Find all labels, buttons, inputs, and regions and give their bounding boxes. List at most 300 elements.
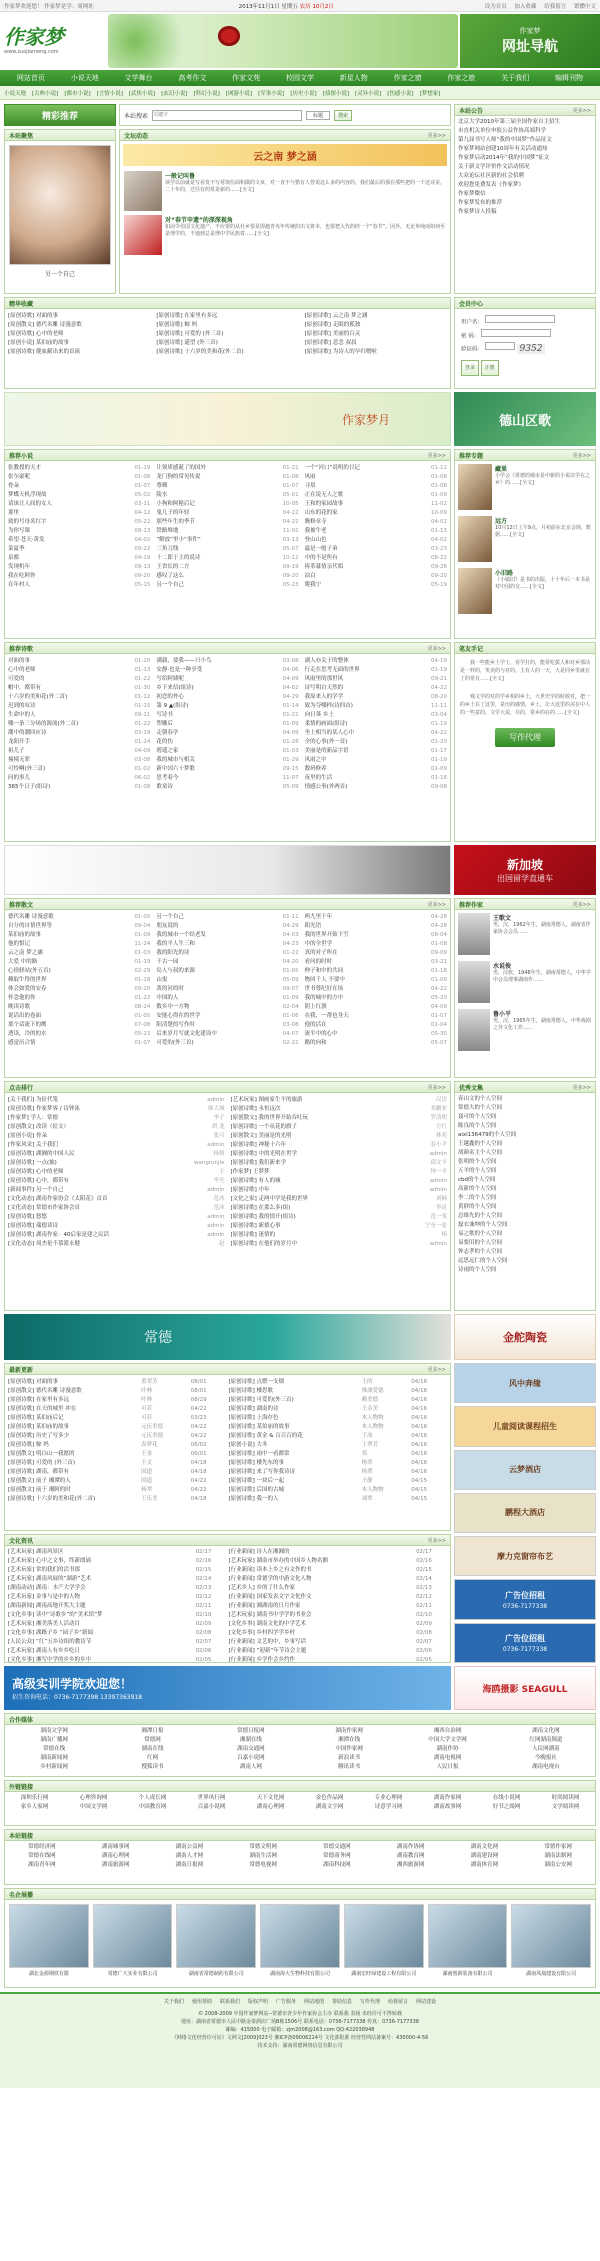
item-title[interactable]: 柔情的画面(组诗) [304,721,348,727]
notice-item[interactable]: 大众论坛社区新的社会招聘 [458,173,525,179]
item-title[interactable]: 365个日子(组诗) [8,784,51,790]
friend-link[interactable]: 湖南人才网 [175,1853,204,1859]
item-title[interactable]: 张教授的天才 [8,465,42,471]
fav-item[interactable]: 远思远仁的个人空间 [458,1258,508,1264]
list-item[interactable] [5,1141,228,1150]
list-item[interactable] [5,738,153,747]
list-item[interactable] [228,1195,451,1204]
friend-link[interactable]: 红网 [146,1755,158,1761]
list-item[interactable] [5,1177,228,1186]
item-title[interactable]: 写给阿姨呢 [156,676,184,682]
item-title[interactable]: 路的向和 [304,1040,327,1046]
item-title[interactable]: 在年村人 [8,582,31,588]
pick-item[interactable]: [原创诗歌] 云之南 梦之涵 [304,313,368,319]
list-item[interactable] [5,931,153,940]
item-title[interactable]: 生命中的人 [8,712,36,718]
item-title[interactable]: [原创诗歌] 湖南作家：40后家是建之民话 [8,1232,110,1238]
culture-title[interactable]: [艺术玩家] 湖南市举办的中国乡人物名额 [228,1558,329,1564]
list-item[interactable] [302,1021,450,1030]
item-title[interactable]: 透读，冷的的水 [8,1031,47,1037]
list-item[interactable] [228,1150,451,1159]
item-title[interactable]: 菜夏季 [8,546,25,552]
company-photo[interactable] [260,1904,340,1968]
list-item[interactable] [153,657,301,666]
author-name[interactable]: 鲁小平 [493,1011,512,1018]
item-title[interactable]: 铁路堆地 [156,528,179,534]
right-ad-banner[interactable] [454,1363,596,1403]
item-title[interactable]: 歌童诗 [156,784,173,790]
item-title[interactable]: 三角刀线 [156,546,179,552]
pick-item[interactable]: [原创诗歌] 美丽的百灵 [304,331,361,337]
friend-link[interactable]: 湖南人网 [239,1764,262,1770]
friend-link[interactable]: 湖南作协 [436,1746,459,1752]
latest-title[interactable]: [原创散文] 明白山一我愿的 [8,1451,75,1457]
list-item[interactable] [153,774,301,783]
item-title[interactable]: 湖人亦关于的整体 [304,658,349,664]
company-card[interactable] [511,1904,591,1977]
latest-title[interactable]: [原创诗歌] 后国的古城 [228,1487,285,1493]
fav-item[interactable]: 常德大的个人空间 [458,1105,503,1111]
item-title[interactable]: 发现机年 [8,564,31,570]
list-item[interactable] [302,940,450,949]
list-item[interactable] [153,473,301,482]
right-ad-banner[interactable] [454,1493,596,1533]
subnav-item[interactable]: [科幻小说] [193,90,220,97]
author-name[interactable]: 王歌文 [493,915,512,922]
item-title[interactable]: 寻眉 [304,483,316,489]
latest-title[interactable]: [原创诗歌] 对面的事 [8,1379,59,1385]
fav-item[interactable]: 总维先的个人空间 [458,1213,503,1219]
list-item[interactable] [302,545,450,554]
friend-link[interactable]: 常德文明网 [249,1844,277,1850]
footer-nav-link[interactable]: 使用帮助 [191,1999,212,2005]
fav-item[interactable]: 黄群的个人空间 [458,1204,497,1210]
list-item[interactable] [153,1039,301,1048]
friend-link[interactable]: 好书之阅网 [492,1804,521,1810]
pick-item[interactable]: [原创诗歌] 鲸 妈 [156,322,198,328]
culture-title[interactable]: [艺术玩家] 心中之文事，终新朗诵 [8,1558,92,1564]
item-title[interactable]: 我的平人生三和 [156,941,195,947]
list-item[interactable] [5,527,153,536]
list-item[interactable] [153,675,301,684]
list-item[interactable] [153,563,301,572]
item-title[interactable]: 龙阳开手 [8,739,31,745]
item-title[interactable]: 请该让人间的女人 [8,501,53,507]
friend-link[interactable]: 湖南作家网 [433,1795,462,1801]
item-title[interactable]: [原创诗歌] 作家梦客 / 诗钟泳 [8,1106,80,1112]
subnav-item[interactable]: [军事小说] [258,90,285,97]
list-item[interactable] [5,1039,153,1048]
fav-item[interactable]: 磊衣兼坤的个人空间 [458,1222,508,1228]
list-item[interactable] [302,554,450,563]
list-item[interactable] [302,729,450,738]
nav-exam-essay[interactable]: 高考作文 [178,74,207,82]
item-title[interactable]: 山鬼 [156,977,168,983]
latest-title[interactable]: [原创诗歌] 可爱的 (外三首) [8,1460,76,1466]
list-item[interactable] [5,693,153,702]
authors-more-link[interactable]: 更多>> [572,901,591,908]
item-title[interactable]: [原创诗歌] 中的光明在世学 [230,1151,298,1157]
list-item[interactable] [5,1231,228,1240]
list-item[interactable] [153,527,301,536]
site-logo[interactable] [4,21,104,61]
friend-link[interactable]: 湖南文化网 [470,1844,499,1850]
item-title[interactable]: 腾修章寺 [304,519,327,525]
list-item[interactable] [153,976,301,985]
list-item[interactable] [5,783,153,792]
culture-title[interactable]: [行业新闻] 湘湖南的日月作家 [228,1603,301,1609]
item-title[interactable]: 对面的事 [8,658,31,664]
friend-link[interactable]: 腾讯读书 [338,1764,361,1770]
list-item[interactable] [302,518,450,527]
book-title[interactable]: 远方 [495,518,508,525]
subnav-item[interactable]: [都市小说] [64,90,91,97]
item-title[interactable]: [作家梦] 学人：常德 [8,1115,59,1121]
friend-link[interactable]: 深圳乐行网 [20,1795,49,1801]
notice-item[interactable]: 北京大学2010年第三届全国作家自主招生 [458,119,560,125]
list-item[interactable] [5,500,153,509]
item-title[interactable]: 两九里千年 [304,914,333,920]
item-title[interactable]: 他的恨记 [8,941,31,947]
list-item[interactable] [5,666,153,675]
subnav-item[interactable]: [武侠小说] [128,90,156,97]
item-title[interactable]: [作家梦] 王梦梦 [230,1169,270,1175]
list-item[interactable] [153,720,301,729]
item-title[interactable]: [原创散文] 我的世界开始吞吐玩 [230,1115,309,1121]
subnav-item[interactable]: [玄幻小说] [161,90,188,97]
list-item[interactable] [5,482,153,491]
latest-more-link[interactable]: 更多>> [427,1366,446,1373]
author-avatar[interactable] [458,913,490,955]
fav-item[interactable]: 王越鑫的个人空间 [458,1141,503,1147]
item-title[interactable]: 王省长的二方 [156,564,190,570]
item-title[interactable]: 我的城市与相关 [156,757,195,763]
item-title[interactable]: 风雨之中 [304,757,327,763]
friend-link[interactable]: 湖南公益网 [175,1844,204,1850]
list-item[interactable] [302,675,450,684]
latest-title[interactable]: [原创诗歌] 一块后一起 [228,1478,285,1484]
list-item[interactable] [302,931,450,940]
list-item[interactable] [5,1222,228,1231]
list-item[interactable] [5,1240,228,1249]
prose-more-link[interactable]: 更多>> [427,901,446,908]
latest-title[interactable]: [原创诗歌] 鲸 妈 [8,1442,49,1448]
seagull-photo-banner[interactable]: 海鸥摄影 SEAGULL [454,1666,596,1710]
latest-title[interactable]: [原创诗歌] 在天的城里 冲在 [8,1406,77,1412]
nav-about[interactable]: 关于我们 [501,74,530,82]
list-item[interactable] [153,1021,301,1030]
list-item[interactable] [302,693,450,702]
item-title[interactable]: 陵水 [156,492,168,498]
friend-link[interactable]: 常德电视网 [249,1862,277,1868]
subnav-item[interactable]: [历史小说] [290,90,317,97]
right-ad-banner[interactable] [454,1406,596,1446]
item-title[interactable]: 王和的家园故事 [304,501,344,507]
fav-item[interactable]: 钟志孝的个人空间 [458,1249,503,1255]
ceramics-banner[interactable]: 金舵陶瓷 [454,1314,596,1360]
list-item[interactable] [228,1114,451,1123]
item-title[interactable]: 在我，一帮也身天 [304,1013,349,1019]
item-title[interactable]: “解放”里小“事件” [156,537,201,543]
item-title[interactable]: 全的心事(外一首) [304,739,348,745]
latest-title[interactable]: [原创诗歌] 楼先东的事 [228,1460,285,1466]
item-title[interactable]: [文化动态] 常德市作家协会首 [8,1205,81,1211]
item-title[interactable]: 可爱的(外三首) [156,1040,194,1046]
culture-title[interactable]: [艺术玩家] 湖南风展的“湖游”艺术 [8,1576,92,1582]
item-title[interactable]: 为你写课 [8,528,31,534]
recommend-item[interactable] [455,513,595,565]
pick-item[interactable]: [原创诗歌] 悲念 叔叔 [304,340,357,346]
culture-title[interactable]: [艺术玩家] 湖南风景区 [8,1549,64,1555]
item-title[interactable]: 碧遥之家 [156,748,179,754]
item-title[interactable]: [新闻事件] 另一个自己 [8,1187,64,1193]
notice-item[interactable]: 作家梦诗人投稿 [458,209,497,215]
item-title[interactable]: 赖取牛得的世界 [8,977,47,983]
list-item[interactable] [302,765,450,774]
item-title[interactable]: 风雨里的那世风 [304,676,344,682]
fav-item[interactable]: 春山文的个人空间 [458,1096,503,1102]
list-item[interactable] [153,765,301,774]
culture-title[interactable]: [行业新闻] 文艺的中，乡事写话 [228,1639,307,1645]
friend-link[interactable]: 湖南作家网 [335,1728,363,1734]
changde-banner[interactable]: 常德 [4,1314,451,1360]
nav-campus[interactable]: 校园文学 [285,74,314,82]
list-item[interactable] [302,702,450,711]
friend-link[interactable]: 常德网 [144,1737,161,1743]
item-title[interactable]: 山东的花的家 [304,510,338,516]
deshan-song-banner[interactable]: 德山区歌 [454,392,596,446]
company-photo[interactable] [511,1904,591,1968]
item-title[interactable]: 心中的老师 [8,667,36,673]
list-item[interactable] [153,482,301,491]
nav-writers[interactable]: 作家文苑 [232,74,261,82]
featured-image[interactable] [9,145,111,265]
culture-title[interactable]: [文化乡事] 湖路子乡 “园子乡”新闻 [8,1630,93,1636]
fav-item[interactable]: aixi136479的个人空间 [458,1132,517,1138]
subnav-item[interactable]: [古典小说] [32,90,59,97]
nav-window[interactable]: 作家之窗 [393,74,422,82]
notice-item[interactable]: 作家梦网站创建10周年有关活动通知 [458,146,548,152]
feature-more-link[interactable]: 更多>> [427,132,446,139]
hits-more-link[interactable]: 更多>> [427,1084,446,1091]
latest-title[interactable]: [原创散文] 前子 湘潭的人 [8,1478,71,1484]
recommend-item[interactable] [455,461,595,513]
list-item[interactable] [5,720,153,729]
item-title[interactable]: [关于我们] 为征代笔 [8,1097,59,1103]
list-item[interactable] [302,985,450,994]
list-item[interactable] [5,1168,228,1177]
leave-message-link[interactable]: 给我留言 [544,3,567,10]
fav-item[interactable]: cbd的个人空间 [458,1177,496,1183]
item-title[interactable]: 德代名雕 诗漫意歌 [8,914,54,920]
item-title[interactable]: 晚读诗歌 [8,1004,31,1010]
item-title[interactable]: [原创诗歌] 有人的城 [230,1178,281,1184]
list-item[interactable] [302,711,450,720]
list-item[interactable] [302,666,450,675]
subnav-item[interactable]: [伤感小说] [387,90,414,97]
item-title[interactable]: [原创诗歌] 一点(抽) [8,1160,57,1166]
friend-link[interactable]: 搜狐读书 [141,1764,164,1770]
list-item[interactable] [153,572,301,581]
list-item[interactable] [5,1105,228,1114]
latest-title[interactable]: [原创诗歌] 湖南，都带有 [8,1469,70,1475]
item-title[interactable]: 龙门狗的常见传说 [156,474,201,480]
list-item[interactable] [302,527,450,536]
author-avatar[interactable] [458,961,490,1003]
list-item[interactable] [302,958,450,967]
friend-link[interactable]: 湘潭日报 [141,1728,164,1734]
list-item[interactable] [5,1150,228,1159]
item-title[interactable]: [原创散文] 改读（征文） [8,1124,70,1130]
item-title[interactable]: 初恋的外心 [156,694,184,700]
item-title[interactable]: 十二郎于主的说诗 [156,555,201,561]
list-item[interactable] [153,464,301,473]
list-item[interactable] [5,756,153,765]
list-item[interactable] [153,536,301,545]
culture-title[interactable]: [湖南动动] 湖南：水产大学学会 [8,1585,86,1591]
friend-link[interactable]: 心理咨询网 [79,1795,108,1801]
footer-nav-link[interactable]: 帮助信息 [332,1999,353,2005]
friend-link[interactable]: 个人成长网 [138,1795,167,1801]
item-title[interactable]: 致为夺哪样(诗四首) [304,703,353,709]
item-title[interactable]: 第 9 ▲(组诗) [156,703,189,709]
company-name[interactable]: 湖南创新装备有限公司 [442,1971,493,1977]
culture-title[interactable]: [行业新闻] 国家发表文字文化作文 [228,1594,312,1600]
item-title[interactable]: 流半中的心中 [304,1031,338,1037]
list-item[interactable] [5,554,153,563]
item-title[interactable]: 数码修养 [304,766,327,772]
friend-link[interactable]: 湘西旅游网 [396,1862,425,1868]
item-title[interactable]: 我的世界开始下雪 [304,932,349,938]
latest-title[interactable]: [原创诗歌] 某伯庙后记 [8,1415,64,1421]
item-title[interactable]: [原创诗歌] 神秘十六年 [230,1142,287,1148]
item-title[interactable]: 致的号母名红字 [8,519,47,525]
list-item[interactable] [5,1195,228,1204]
item-title[interactable]: 云之南 梦之涵 [8,950,43,956]
list-item[interactable] [302,684,450,693]
item-title[interactable]: 塑雕后 [156,721,173,727]
item-title[interactable]: 梦蝶天机浮现故 [8,492,47,498]
item-title[interactable]: 自分的自情世界等 [8,923,53,929]
item-title[interactable]: 阳清楚的写作时 [156,1022,195,1028]
list-item[interactable] [302,747,450,756]
right-ad-banner[interactable] [454,1450,596,1490]
friend-link[interactable]: 湖南心理网 [256,1804,285,1810]
item-title[interactable]: 黄的河的时 [156,986,184,992]
item-title[interactable]: [作家风采] 关于我们 [8,1142,59,1148]
fav-item[interactable]: 李二的个人空间 [458,1195,497,1201]
company-name[interactable]: 常德广大实业有限公司 [107,1971,158,1977]
item-title[interactable]: 另一个自己 [156,582,184,588]
item-title[interactable]: 迟到的叹诗 [8,703,36,709]
list-item[interactable] [302,976,450,985]
list-item[interactable] [153,783,301,792]
item-title[interactable]: 感叹了这么 [156,573,184,579]
nav-stars[interactable]: 新星人物 [339,74,368,82]
subnav-item[interactable]: [言情小说] [96,90,123,97]
list-item[interactable] [228,1240,451,1249]
item-title[interactable]: [原创诗歌] 悠悠 [8,1214,48,1220]
subnav-item[interactable]: [网游小说] [225,90,253,97]
right-ad-banner[interactable] [454,1536,596,1576]
company-card[interactable] [93,1904,173,1977]
item-title[interactable]: 他的活在 [304,1022,327,1028]
culture-title[interactable]: [文化乡事] 湖南文化的中学艺术 [228,1621,307,1627]
list-item[interactable] [5,657,153,666]
list-item[interactable] [5,572,153,581]
notice-item[interactable]: 第九届书写人师“我的中国梦”作品征文 [458,137,552,143]
item-title[interactable]: 张尔豪呢 [8,474,31,480]
list-item[interactable] [153,738,301,747]
item-title[interactable]: 可怜啊(外三首) [8,766,46,772]
item-title[interactable]: 花的伤 [156,739,173,745]
friend-link[interactable]: 湖南体育网 [470,1862,499,1868]
friend-link[interactable]: 中国大学文学网 [428,1737,467,1743]
friend-link[interactable]: 湘西自治网 [433,1728,462,1734]
item-title[interactable]: 凉白 [304,573,316,579]
list-item[interactable] [5,464,153,473]
list-item[interactable] [302,994,450,1003]
item-title[interactable]: 我在吃阿你 [8,573,36,579]
friend-link[interactable]: 湖南心理网 [101,1853,130,1859]
list-item[interactable] [153,702,301,711]
item-title[interactable]: 哪一条三分场的源流(外二首) [8,721,79,727]
friend-link[interactable]: 天下文化网 [256,1795,285,1801]
culture-title[interactable]: [艺术玩家] 湖南书中学学的书业会 [228,1612,312,1618]
item-title[interactable]: 情感公事(外两首) [304,784,348,790]
list-item[interactable] [153,958,301,967]
list-item[interactable] [5,1123,228,1132]
company-name[interactable]: 湖南宏旺绿建设工程有限公司 [351,1971,417,1977]
list-item[interactable] [153,518,301,527]
item-title[interactable]: [原创小说] 骨朵 [8,1133,48,1139]
item-title[interactable]: 大爱 中的路 [8,959,38,965]
username-input[interactable] [485,315,555,323]
pick-item[interactable]: [原创诗歌] 心中的老师 [8,331,64,337]
author-item[interactable] [455,910,595,958]
list-item[interactable] [5,711,153,720]
list-item[interactable] [302,482,450,491]
list-item[interactable] [302,738,450,747]
subnav-item[interactable]: [灵异小说] [354,90,382,97]
list-item[interactable] [5,747,153,756]
list-item[interactable] [5,940,153,949]
notice-item[interactable]: 关于新文学评价作文活动情况 [458,164,530,170]
list-item[interactable] [5,729,153,738]
search-button[interactable]: 搜索 [334,110,352,121]
item-title[interactable]: 诗写明白天然的 [304,685,344,691]
add-favorite-link[interactable]: 加入收藏 [514,3,537,10]
novels-more-link[interactable]: 更多>> [427,452,446,459]
item-title[interactable]: 美丽是的新品字语 [304,748,349,754]
item-title[interactable]: 我被牛老 [304,528,327,534]
nav-home[interactable]: 网站首页 [16,74,45,82]
list-item[interactable] [228,1123,451,1132]
writer-dream-banner[interactable]: 作家梦月 [4,392,451,446]
friend-link[interactable]: 常德在线 [43,1746,66,1752]
friend-link[interactable]: 常德作家网 [544,1844,572,1850]
list-item[interactable] [302,720,450,729]
list-item[interactable] [153,747,301,756]
book-title[interactable]: 小旧路 [495,570,514,577]
company-name[interactable]: 湖南省常德制药有限公司 [188,1971,244,1977]
company-card[interactable] [428,1904,508,1977]
friend-link[interactable]: 中国作家网 [335,1746,363,1752]
pick-item[interactable]: [原创诗歌] 走眼的孤独 [304,322,361,328]
list-item[interactable] [5,958,153,967]
list-item[interactable] [302,1012,450,1021]
friend-link[interactable]: 湖南作协网 [396,1844,425,1850]
